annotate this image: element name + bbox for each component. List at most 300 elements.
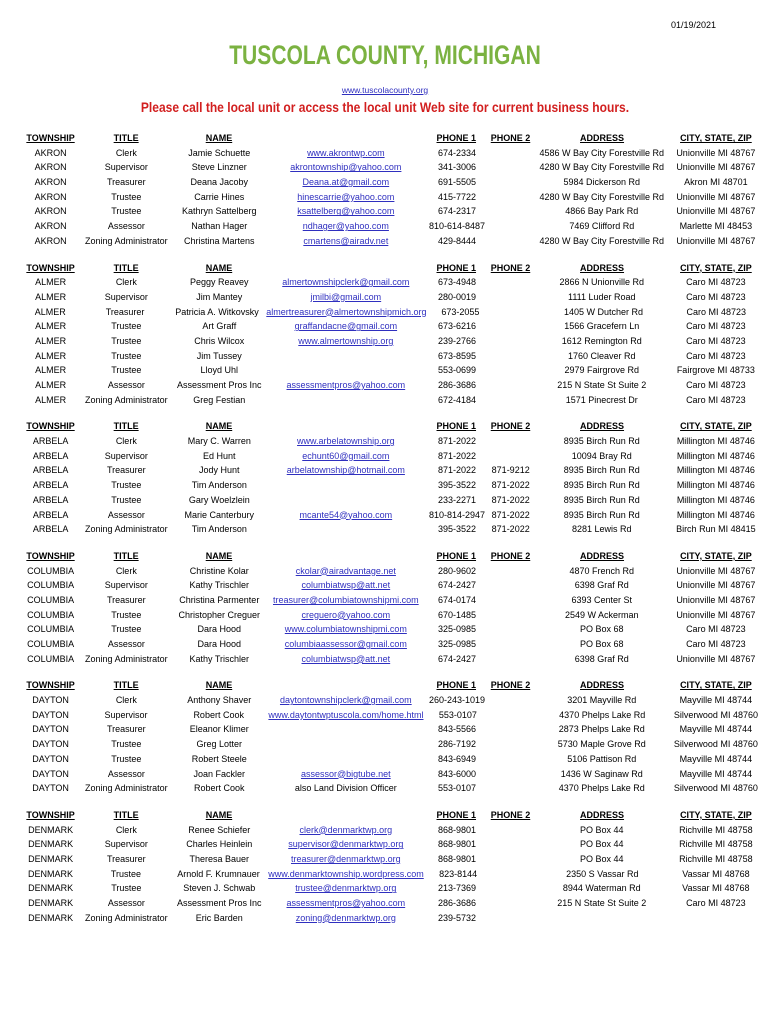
cell-title: Zoning Administrator: [85, 524, 168, 535]
cell-phone2: 871-2022: [491, 524, 530, 535]
cell-phone1: 341-3006: [438, 162, 477, 173]
cell-phone2: [492, 608, 530, 623]
cell-phone2: 871-9212: [491, 465, 530, 476]
cell-title: Trustee: [110, 868, 141, 879]
county-website-link[interactable]: www.tuscolacounty.org: [341, 85, 429, 95]
cell-phone2: [492, 146, 530, 161]
contact-link[interactable]: assessmentpros@yahoo.com: [286, 380, 406, 390]
cell-phone1: 843-5566: [438, 724, 477, 735]
cell-address: 6398 Graf Rd: [574, 580, 629, 591]
cell-address: 10094 Bray Rd: [571, 450, 632, 461]
cell-address: 1566 Gracefern Ln: [564, 321, 640, 332]
column-header-name: NAME: [205, 262, 233, 273]
cell-township: ARBELA: [32, 436, 69, 447]
table-row: [18, 578, 758, 593]
column-header-phone1: PHONE 1: [436, 262, 477, 273]
cell-phone2: 871-2022: [491, 494, 530, 505]
cell-township: ALMER: [35, 365, 67, 376]
cell-city: Mayville MI 48744: [679, 753, 753, 764]
cell-phone2: [492, 911, 530, 926]
cell-address: 1760 Cleaver Rd: [567, 350, 636, 361]
cell-phone1: 871-2022: [438, 436, 477, 447]
table-row: [18, 319, 758, 334]
contact-link[interactable]: www.arbelatownship.org: [297, 436, 395, 447]
table-row: [18, 593, 758, 608]
cell-title: Trustee: [111, 335, 142, 346]
column-header-city: CITY, STATE, ZIP: [680, 809, 752, 820]
table-row: [18, 493, 758, 508]
contact-link[interactable]: echunt60@gmail.com: [302, 450, 390, 461]
column-header-row: [18, 419, 758, 434]
contact-link[interactable]: columbiatwsp@att.net: [301, 580, 391, 591]
cell-title: Trustee: [111, 191, 142, 202]
print-date: 01/19/2021: [670, 20, 716, 30]
table-row: [18, 146, 758, 161]
column-header-web: [269, 678, 422, 693]
cell-phone1: 672-4184: [438, 394, 477, 405]
column-header-address: ADDRESS: [580, 421, 625, 432]
contact-link: [269, 752, 422, 767]
table-row: [18, 349, 758, 364]
cell-city: Millington MI 48746: [676, 480, 755, 491]
contact-link: [269, 349, 422, 364]
cell-phone2: [492, 319, 530, 334]
cell-city: Mayville MI 48744: [679, 695, 753, 706]
cell-title: Zoning Administrator: [85, 394, 168, 405]
column-header-web: [269, 419, 422, 434]
cell-city: Richville MI 48758: [679, 824, 753, 835]
contact-link: [269, 522, 422, 537]
cell-city: Unionville MI 48767: [676, 162, 756, 173]
cell-title: Treasurer: [105, 306, 145, 317]
cell-township: COLUMBIA: [27, 639, 75, 649]
contact-link[interactable]: arbelatownship@hotmail.com: [286, 465, 405, 476]
cell-city: Marlette MI 48453: [679, 221, 753, 232]
cell-township: ALMER: [35, 335, 67, 346]
table-row: [18, 693, 758, 708]
cell-phone1: 674-2317: [438, 206, 477, 217]
cell-township: COLUMBIA: [27, 624, 75, 635]
cell-township: COLUMBIA: [27, 580, 75, 591]
column-header-name: NAME: [205, 680, 233, 691]
cell-phone2: [492, 737, 530, 752]
column-header-row: [18, 678, 758, 693]
township-block: [18, 678, 758, 796]
cell-name: Robert Cook: [193, 709, 244, 720]
cell-title: Clerk: [115, 565, 137, 576]
column-header-title: TITLE: [113, 421, 139, 432]
cell-name: Christina Martens: [184, 235, 255, 246]
cell-phone1: 674-2334: [438, 147, 477, 158]
cell-township: DAYTON: [32, 695, 69, 706]
table-row: [18, 737, 758, 752]
column-header-name: NAME: [205, 133, 233, 143]
cell-phone1: 280-9602: [438, 565, 477, 576]
column-header-title: TITLE: [113, 809, 139, 820]
cell-title: Supervisor: [104, 580, 148, 591]
cell-township: DENMARK: [28, 883, 74, 894]
table-row: [18, 434, 758, 449]
cell-phone1: 239-5732: [438, 912, 477, 923]
cell-address: 5984 Dickerson Rd: [563, 177, 641, 188]
cell-address: 1436 W Saginaw Rd: [560, 768, 643, 779]
cell-phone1: 213-7369: [438, 883, 477, 894]
cell-title: Assessor: [107, 380, 145, 390]
cell-name: Christopher Creguer: [178, 609, 261, 620]
cell-phone1: 260-243-1019: [428, 695, 486, 706]
cell-township: ALMER: [35, 380, 67, 390]
cell-phone2: [492, 204, 530, 219]
cell-address: 7469 Clifford Rd: [569, 221, 635, 232]
cell-phone2: [492, 234, 530, 249]
cell-phone1: 868-9801: [438, 839, 477, 850]
table-row: [18, 219, 758, 234]
cell-title: Assessor: [107, 221, 145, 232]
cell-phone1: 810-614-8487: [428, 221, 486, 232]
cell-phone1: 673-6216: [438, 321, 477, 332]
cell-phone1: 239-2766: [438, 335, 477, 346]
cell-city: Unionville MI 48767: [676, 191, 756, 202]
cell-city: Caro MI 48723: [686, 350, 746, 361]
table-row: [18, 823, 758, 838]
contact-link[interactable]: columbiaassessor@gmail.com: [284, 639, 407, 649]
cell-phone2: [492, 160, 530, 175]
cell-address: 4870 French Rd: [569, 565, 635, 576]
township-block: [18, 261, 758, 408]
cell-city: Caro MI 48723: [686, 306, 747, 317]
table-row: [18, 363, 758, 378]
contact-link[interactable]: clerk@denmarktwp.org: [299, 824, 393, 835]
cell-name: Kathy Trischler: [189, 580, 250, 591]
cell-address: PO Box 44: [580, 839, 624, 850]
column-header-address: ADDRESS: [580, 262, 625, 273]
cell-address: PO Box 68: [580, 639, 624, 649]
contact-link[interactable]: treasurer@denmarktwp.org: [290, 853, 401, 864]
cell-township: DENMARK: [28, 853, 74, 864]
cell-phone2: [492, 767, 530, 782]
table-row: [18, 234, 758, 249]
cell-name: Renee Schiefer: [188, 824, 251, 835]
cell-name: Kathy Trischler: [189, 653, 250, 664]
contact-link[interactable]: mcante54@yahoo.com: [299, 509, 393, 520]
cell-city: Vassar MI 48768: [682, 868, 750, 879]
cell-address: 5730 Maple Grove Rd: [557, 739, 646, 750]
column-header-phone1: PHONE 1: [436, 133, 477, 143]
cell-city: Unionville MI 48767: [676, 565, 756, 576]
contact-link[interactable]: ndhager@yahoo.com: [302, 221, 389, 232]
column-header-address: ADDRESS: [580, 680, 625, 691]
cell-phone1: 871-2022: [438, 450, 477, 461]
cell-title: Treasurer: [106, 853, 146, 864]
contact-link[interactable]: supervisor@denmarktwp.org: [288, 839, 404, 850]
table-row: [18, 608, 758, 623]
cell-phone1: 395-3522: [438, 524, 477, 535]
column-header-name: NAME: [205, 550, 233, 561]
cell-address: 8935 Birch Run Rd: [563, 465, 640, 476]
cell-name: Arnold F. Krumnauer: [177, 868, 260, 879]
contact-link[interactable]: ksattelberg@yahoo.com: [297, 206, 395, 217]
township-block: [18, 549, 758, 667]
cell-phone1: 286-7192: [438, 739, 477, 750]
column-header-city: CITY, STATE, ZIP: [680, 680, 752, 691]
contact-link[interactable]: treasurer@columbiatownshipmi.com: [272, 594, 419, 605]
cell-name: Mary C. Warren: [187, 436, 251, 447]
table-row: [18, 867, 758, 882]
cell-name: Nathan Hager: [191, 221, 248, 232]
cell-phone1: 691-5505: [438, 177, 477, 188]
contact-link[interactable]: assessor@bigtube.net: [300, 768, 391, 779]
cell-phone2: [492, 434, 530, 449]
table-row: [18, 652, 758, 667]
cell-phone1: 674-0174: [438, 594, 477, 605]
cell-address: 2979 Fairgrove Rd: [564, 365, 640, 376]
cell-phone2: [492, 378, 530, 393]
cell-phone2: [492, 722, 530, 737]
cell-city: Silverwood MI 48760: [673, 739, 758, 750]
cell-title: Trustee: [111, 883, 142, 894]
cell-address: 8935 Birch Run Rd: [563, 436, 640, 447]
cell-title: Trustee: [111, 739, 142, 750]
cell-phone2: [492, 881, 530, 896]
cell-title: Zoning Administrator: [85, 653, 168, 664]
column-header-phone1: PHONE 1: [436, 421, 477, 432]
column-header-address: ADDRESS: [580, 133, 625, 143]
cell-township: AKRON: [34, 221, 67, 232]
cell-name: Art Graff: [202, 321, 237, 332]
column-header-city: CITY, STATE, ZIP: [680, 262, 752, 273]
column-header-row: [18, 131, 758, 146]
table-row: [18, 508, 758, 523]
contact-link[interactable]: columbiatwsp@att.net: [301, 653, 391, 664]
cell-township: ALMER: [34, 306, 66, 317]
table-row: [18, 881, 758, 896]
contact-link[interactable]: www.daytontwptuscola.com/home.html: [268, 709, 424, 720]
column-header-title: TITLE: [113, 680, 139, 691]
cell-township: DAYTON: [32, 753, 69, 764]
contact-link[interactable]: www.denmarktownship.wordpress.com: [268, 868, 424, 879]
cell-address: 2549 W Ackerman: [564, 609, 639, 620]
column-header-title: TITLE: [113, 262, 139, 273]
table-row: [18, 334, 758, 349]
cell-phone2: [492, 449, 530, 464]
contact-link[interactable]: assessmentpros@yahoo.com: [286, 898, 406, 908]
column-header-phone2: PHONE 2: [490, 421, 531, 432]
cell-name: Greg Lotter: [196, 739, 243, 750]
contact-link: [269, 478, 422, 493]
cell-city: Millington MI 48746: [676, 494, 755, 505]
cell-city: Silverwood MI 48760: [673, 709, 758, 720]
contact-link[interactable]: cmartens@airadv.net: [303, 235, 389, 246]
cell-phone2: [492, 190, 530, 205]
column-header-name: NAME: [205, 421, 233, 432]
cell-name: Eleanor Klimer: [189, 724, 249, 735]
cell-city: Richville MI 48758: [679, 853, 753, 864]
column-header-township: TOWNSHIP: [26, 680, 75, 691]
contact-link[interactable]: creguero@yahoo.com: [301, 609, 391, 620]
cell-phone2: [492, 652, 530, 667]
column-header-city: CITY, STATE, ZIP: [680, 550, 752, 561]
cell-phone2: [492, 693, 530, 708]
cell-phone2: [492, 708, 530, 723]
cell-address: 4280 W Bay City Forestville Rd: [539, 191, 665, 202]
column-header-phone1: PHONE 1: [436, 680, 477, 691]
cell-name: Kathryn Sattelberg: [182, 206, 257, 217]
cell-phone2: [492, 578, 530, 593]
column-header-web: [269, 261, 422, 276]
table-row: [18, 852, 758, 867]
cell-township: DAYTON: [32, 783, 69, 794]
cell-township: AKRON: [34, 235, 67, 246]
column-header-row: [18, 261, 758, 276]
contact-link[interactable]: ckolar@airadvantage.net: [295, 565, 396, 576]
cell-title: Zoning Administrator: [85, 235, 168, 246]
cell-name: Eric Barden: [195, 912, 243, 923]
cell-name: Tim Anderson: [191, 524, 247, 535]
column-header-township: TOWNSHIP: [26, 809, 75, 820]
cell-address: [530, 911, 674, 926]
cell-title: Assessor: [107, 898, 145, 908]
contact-link[interactable]: daytontownshipclerk@gmail.com: [279, 695, 412, 706]
cell-phone2: 871-2022: [491, 480, 530, 491]
cell-phone1: 670-1485: [438, 609, 477, 620]
cell-address: 6393 Center St: [571, 594, 633, 605]
cell-address: 1612 Remington Rd: [561, 335, 642, 346]
cell-name: Robert Steele: [191, 753, 247, 764]
contact-link[interactable]: jmilbi@gmail.com: [310, 291, 382, 302]
column-header-phone2: PHONE 2: [490, 262, 531, 273]
cell-address: 4586 W Bay City Forestville Rd: [539, 147, 665, 158]
cell-name: Peggy Reavey: [190, 277, 249, 288]
cell-township: DENMARK: [28, 912, 74, 923]
cell-name: Jim Tussey: [196, 350, 242, 361]
cell-city: Unionville MI 48767: [676, 147, 756, 158]
cell-address: 2866 N Unionville Rd: [559, 277, 645, 288]
table-row: [18, 275, 758, 290]
cell-phone2: [492, 393, 530, 408]
cell-city: Millington MI 48746: [676, 509, 755, 520]
cell-township: AKRON: [34, 191, 67, 202]
cell-title: Supervisor: [104, 709, 148, 720]
cell-title: Supervisor: [104, 450, 148, 461]
cell-title: Assessor: [107, 768, 145, 779]
table-row: [18, 781, 758, 796]
table-row: [18, 708, 758, 723]
column-header-township: TOWNSHIP: [26, 421, 75, 432]
contact-link[interactable]: www.columbiatownshipmi.com: [284, 624, 407, 635]
cell-title: Clerk: [115, 695, 137, 706]
contact-link[interactable]: Deana.at@gmail.com: [302, 177, 390, 188]
table-row: [18, 896, 758, 911]
contact-link[interactable]: almertreasurer@almertownshipmich.org: [266, 306, 427, 317]
cell-name: Steve Linzner: [191, 162, 247, 173]
column-header-phone2: PHONE 2: [490, 809, 531, 820]
cell-name: Theresa Bauer: [189, 853, 250, 864]
cell-title: Assessor: [107, 509, 145, 520]
cell-address: 2873 Phelps Lake Rd: [558, 724, 645, 735]
column-header-address: ADDRESS: [580, 809, 625, 820]
cell-township: AKRON: [34, 147, 67, 158]
cell-phone1: 810-814-2947: [428, 509, 486, 520]
cell-city: Millington MI 48746: [676, 436, 755, 447]
cell-city: Caro MI 48723: [686, 335, 746, 346]
table-row: [18, 290, 758, 305]
cell-city: Caro MI 48723: [686, 277, 746, 288]
contact-link[interactable]: graffandacne@gmail.com: [294, 321, 398, 332]
cell-city: Caro MI 48723: [686, 394, 746, 405]
cell-city: Unionville MI 48767: [676, 580, 756, 591]
cell-city: Vassar MI 48768: [682, 883, 750, 894]
table-row: [18, 463, 758, 478]
cell-township: DAYTON: [32, 768, 69, 779]
contact-link[interactable]: www.akrontwp.com: [307, 147, 385, 158]
contact-link[interactable]: www.almertownship.org: [298, 335, 394, 346]
cell-township: COLUMBIA: [27, 653, 75, 664]
cell-phone2: [492, 290, 530, 305]
cell-title: Trustee: [111, 753, 142, 764]
column-header-address: ADDRESS: [580, 550, 625, 561]
cell-township: DENMARK: [28, 839, 74, 850]
cell-address: 8935 Birch Run Rd: [563, 509, 640, 520]
cell-phone2: [492, 837, 530, 852]
column-header-phone2: PHONE 2: [490, 133, 531, 143]
cell-phone2: [492, 593, 530, 608]
cell-township: AKRON: [34, 162, 67, 173]
cell-title: Treasurer: [106, 724, 146, 735]
cell-name: Greg Festian: [193, 394, 246, 405]
contact-link[interactable]: zoning@denmarktwp.org: [295, 912, 396, 923]
cell-phone1: 674-2427: [438, 653, 477, 664]
cell-phone2: [492, 175, 530, 190]
contact-link[interactable]: almertownshipclerk@gmail.com: [282, 277, 410, 288]
cell-phone2: [492, 896, 530, 911]
cell-title: Trustee: [111, 609, 142, 620]
table-row: [18, 767, 758, 782]
cell-title: Trustee: [111, 480, 142, 491]
cell-phone2: 871-2022: [491, 509, 530, 520]
township-directory: [18, 131, 758, 937]
cell-name: Assessment Pros Inc: [177, 380, 262, 390]
cell-phone2: [492, 219, 530, 234]
cell-phone1: 325-0985: [438, 639, 477, 649]
cell-city: Caro MI 48723: [686, 624, 746, 635]
cell-title: Trustee: [111, 624, 142, 635]
contact-link[interactable]: trustee@denmarktwp.org: [295, 883, 397, 894]
table-row: [18, 837, 758, 852]
cell-title: Treasurer: [106, 594, 146, 605]
cell-name: Chris Wilcox: [194, 335, 245, 346]
contact-link[interactable]: hinescarrie@yahoo.com: [297, 191, 395, 202]
cell-phone2: [493, 867, 531, 882]
cell-name: Carrie Hines: [194, 191, 245, 202]
contact-link: [269, 363, 422, 378]
cell-city: Caro MI 48723: [686, 380, 746, 390]
cell-address: 1111 Luder Road: [567, 291, 636, 302]
contact-link: also Land Division Officer: [294, 783, 397, 794]
table-row: [18, 449, 758, 464]
cell-phone2: [492, 334, 530, 349]
table-row: [18, 911, 758, 926]
cell-phone1: 673-4948: [438, 277, 477, 288]
contact-link: [269, 493, 422, 508]
cell-address: 4280 W Bay City Forestville Rd: [539, 235, 665, 246]
contact-link[interactable]: akrontownship@yahoo.com: [290, 162, 402, 173]
cell-phone2: [492, 622, 530, 637]
cell-city: Birch Run MI 48415: [676, 524, 756, 535]
cell-address: PO Box 68: [580, 624, 624, 635]
cell-address: 5106 Pattison Rd: [567, 753, 637, 764]
cell-name: Marie Canterbury: [184, 509, 255, 520]
cell-name: Anthony Shaver: [187, 695, 252, 706]
